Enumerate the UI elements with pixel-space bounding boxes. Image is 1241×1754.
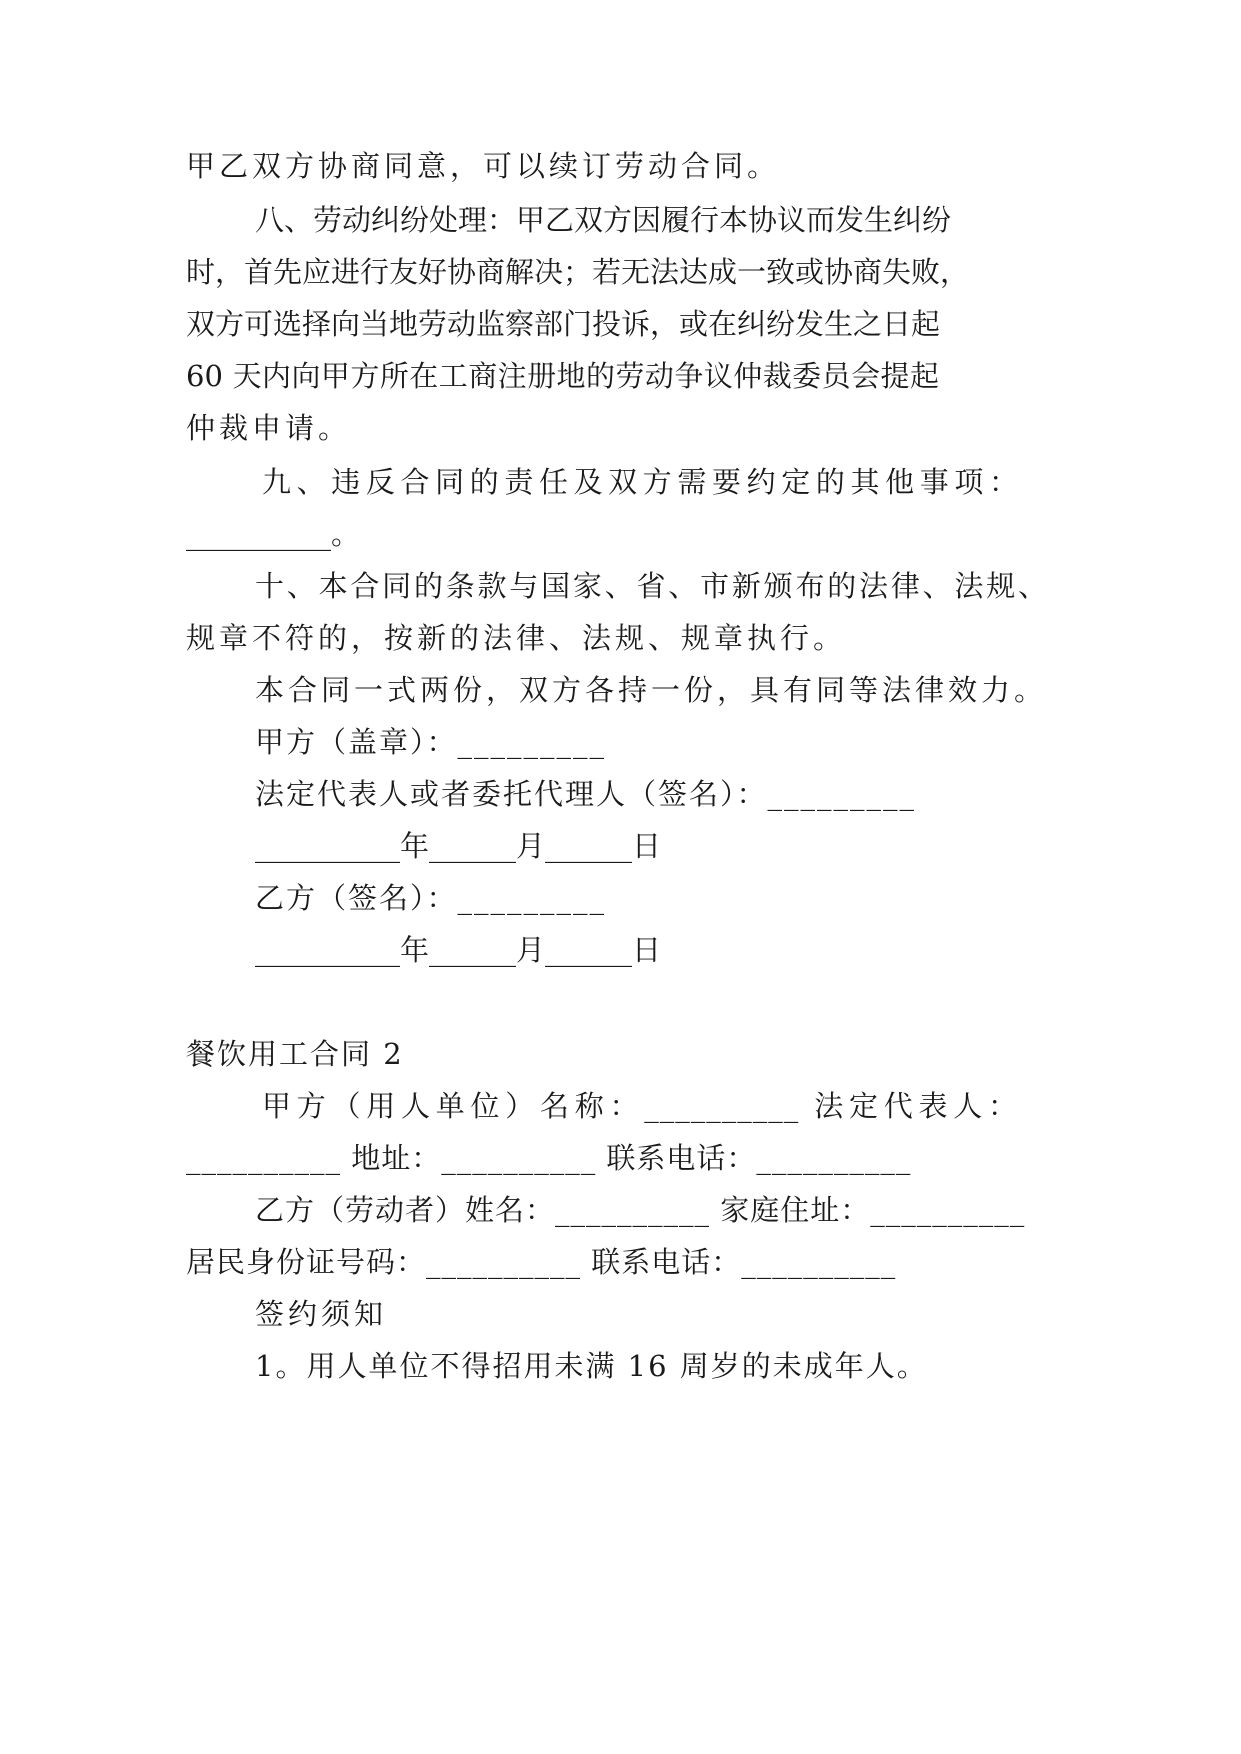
paragraph-line: 甲乙双方协商同意，可以续订劳动合同。	[186, 149, 781, 183]
clause-8-heading: 八、劳动纠纷处理：甲乙双方因履行本协议而发生纠纷	[255, 203, 952, 237]
contract-2-title: 餐饮用工合同 2	[186, 1037, 404, 1071]
party-a-seal-line: 甲方（盖章）：_________	[255, 725, 607, 759]
party-b-info-line: 乙方（劳动者）姓名：__________ 家庭住址：__________	[255, 1193, 1026, 1227]
party-b-signature-line: 乙方（签名）：_________	[255, 881, 607, 915]
clause-9-heading: 九、违反合同的责任及双方需要约定的其他事项：	[262, 465, 1018, 499]
signing-notice-heading: 签约须知	[255, 1297, 388, 1331]
blank-field-line: __________。	[186, 517, 361, 551]
clause-10-heading: 十、本合同的条款与国家、省、市新颁布的法律、法规、	[255, 569, 1047, 603]
paragraph-line: 规章不符的，按新的法律、法规、规章执行。	[186, 621, 847, 655]
party-a-address-line: __________ 地址：__________ 联系电话：__________	[186, 1141, 912, 1175]
notice-item-1: 1。用人单位不得招用未满 16 周岁的未成年人。	[255, 1349, 928, 1383]
paragraph-line: 双方可选择向当地劳动监察部门投诉，或在纠纷发生之日起	[186, 307, 941, 341]
id-number-line: 居民身份证号码：__________ 联系电话：__________	[186, 1245, 897, 1279]
copies-statement: 本合同一式两份，双方各持一份，具有同等法律效力。	[255, 673, 1048, 707]
paragraph-line: 时，首先应进行友好协商解决；若无法达成一致或协商失败，	[186, 255, 970, 289]
paragraph-line: 仲裁申请。	[186, 411, 352, 445]
date-line: __________年______月______日	[255, 933, 662, 967]
party-a-info-line: 甲方（用人单位）名称：__________ 法定代表人：	[262, 1089, 1018, 1123]
representative-signature-line: 法定代表人或者委托代理人（签名）：_________	[255, 777, 917, 811]
paragraph-line: 60 天内向甲方所在工商注册地的劳动争议仲裁委员会提起	[186, 359, 939, 393]
date-line: __________年______月______日	[255, 829, 662, 863]
